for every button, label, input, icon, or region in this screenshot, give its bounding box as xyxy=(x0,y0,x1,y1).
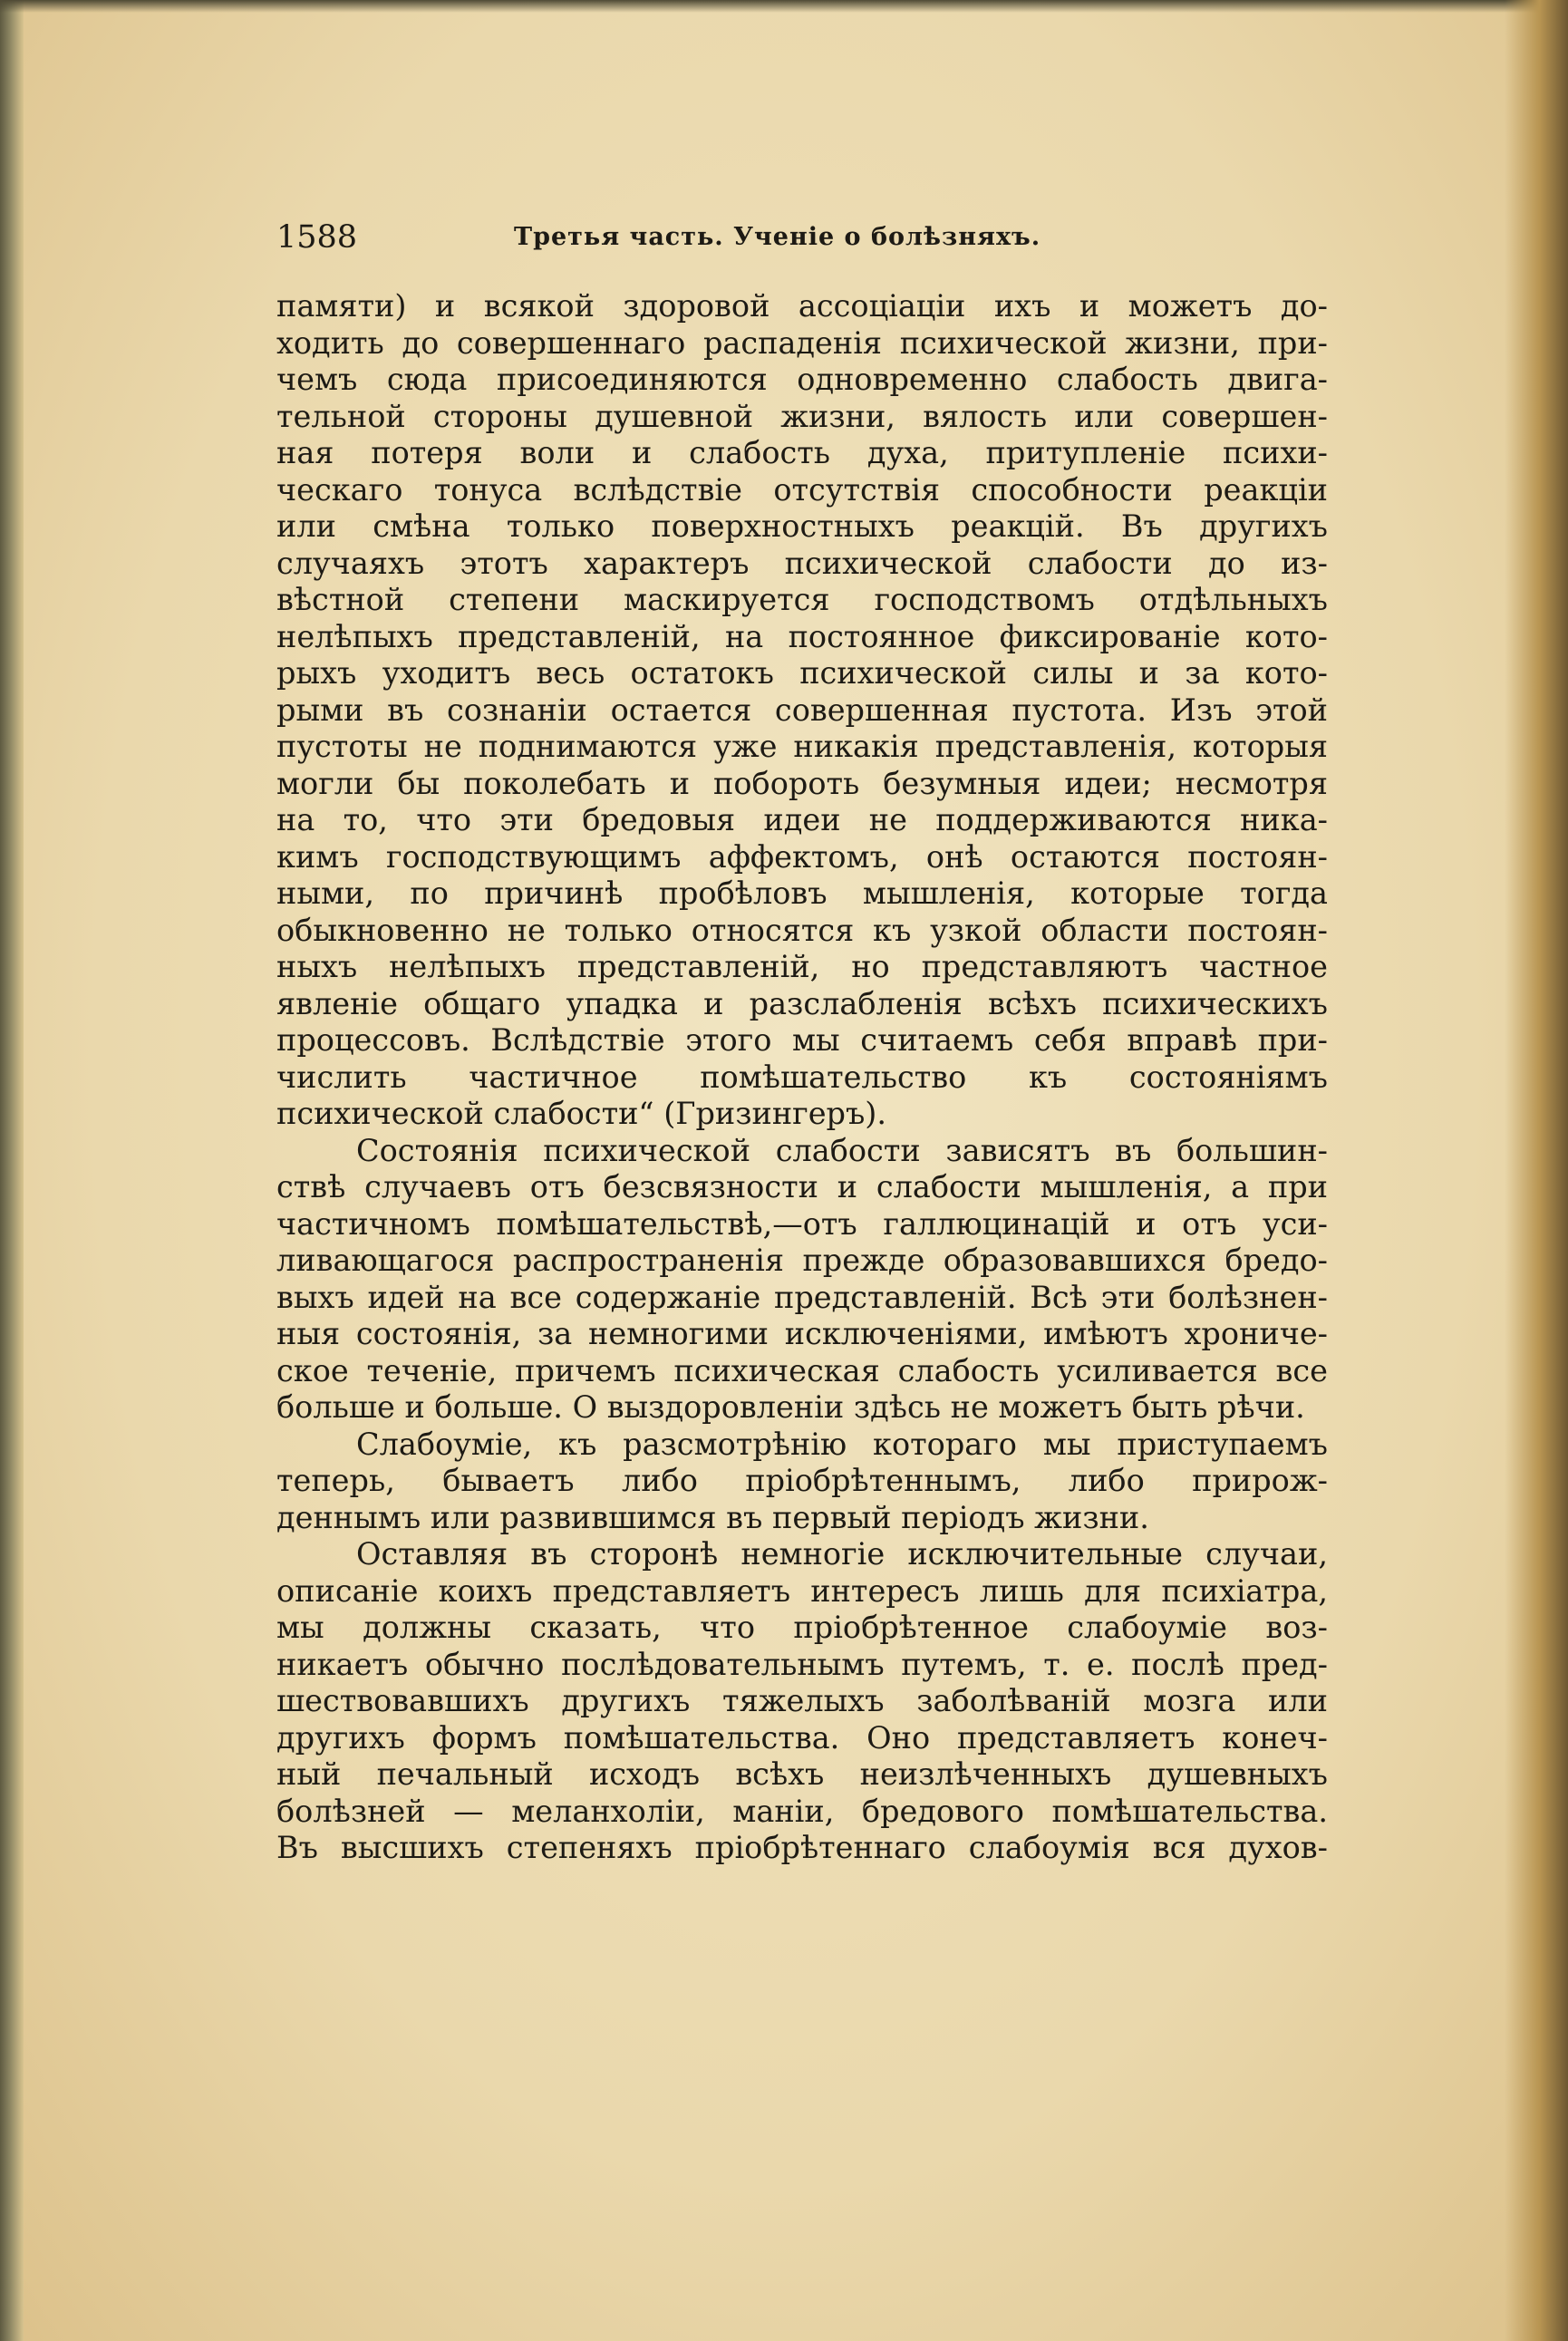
text-line: шествовавшихъ другихъ тяжелыхъ заболѣваній мозга или xyxy=(276,1683,1328,1718)
text-line: деннымъ или развившимся въ первый періодъ жизни. xyxy=(276,1499,1149,1535)
text-line: больше и больше. О выздоровленіи здѣсь не можетъ быть рѣчи. xyxy=(276,1389,1305,1425)
page-right-edge xyxy=(1505,0,1568,2341)
text-line: ныя состоянія, за немногими исключеніями, имѣютъ хрониче- xyxy=(276,1316,1328,1351)
text-line: явленіе общаго упадка и разслабленія всѣхъ психическихъ xyxy=(276,985,1328,1021)
text-line: числить частичное помѣшательство къ состояніямъ xyxy=(276,1059,1328,1095)
page-left-shadow xyxy=(0,0,24,2341)
text-line: Въ высшихъ степеняхъ пріобрѣтеннаго слабоумія вся духов- xyxy=(276,1830,1328,1865)
text-line: рыхъ уходитъ весь остатокъ психической силы и за кото- xyxy=(276,655,1328,691)
text-line: случаяхъ этотъ характеръ психической слабости до из- xyxy=(276,545,1328,581)
text-line: могли бы поколебать и побороть безумныя идеи; несмотря xyxy=(276,765,1328,801)
text-line: памяти) и всякой здоровой ассоціаціи ихъ и можетъ до- xyxy=(276,288,1328,324)
text-line: вѣстной степени маскируется господствомъ отдѣльныхъ xyxy=(276,582,1328,617)
text-line: никаетъ обычно послѣдовательнымъ путемъ, т. е. послѣ пред- xyxy=(276,1646,1328,1682)
text-line: выхъ идей на все содержаніе представленій. Всѣ эти болѣзнен- xyxy=(276,1279,1328,1315)
body-text xyxy=(276,288,1328,1867)
text-line: пустоты не поднимаются уже никакія представленія, которыя xyxy=(276,729,1328,764)
text-line: на то, что эти бредовыя идеи не поддерживаются ника- xyxy=(276,802,1328,837)
text-line: Слабоуміе, къ разсмотрѣнію котораго мы приступаемъ xyxy=(356,1426,1328,1462)
text-line: ныхъ нелѣпыхъ представленій, но представляютъ частное xyxy=(276,949,1328,984)
text-line: болѣзней — меланхоліи, маніи, бредового помѣшательства. xyxy=(276,1793,1328,1829)
text-line: психической слабости“ (Гризингеръ). xyxy=(276,1096,887,1131)
page-number: 1588 xyxy=(276,219,358,256)
text-line: ливающагося распространенія прежде образовавшихся бредо- xyxy=(276,1243,1328,1278)
page-top-shadow xyxy=(0,0,1568,13)
text-line: ная потеря воли и слабость духа, притупленіе психи- xyxy=(276,435,1328,470)
text-line: другихъ формъ помѣшательства. Оно представляетъ конеч- xyxy=(276,1719,1328,1756)
text-line: теперь, бываетъ либо пріобрѣтеннымъ, либо прирож- xyxy=(276,1463,1328,1498)
text-line: частичномъ помѣшательствѣ,—отъ галлюцинацій и отъ уси- xyxy=(276,1205,1328,1242)
text-line: ское теченіе, причемъ психическая слабость усиливается все xyxy=(276,1352,1328,1388)
text-line: рыми въ сознаніи остается совершенная пустота. Изъ этой xyxy=(276,692,1328,728)
text-line: ный печальный исходъ всѣхъ неизлѣченныхъ душевныхъ xyxy=(276,1756,1328,1792)
text-line: обыкновенно не только относятся къ узкой области постоян- xyxy=(276,912,1328,948)
text-line: ными, по причинѣ пробѣловъ мышленія, которые тогда xyxy=(276,875,1328,911)
text-line: ствѣ случаевъ отъ безсвязности и слабости мышленія, а при xyxy=(276,1169,1328,1204)
text-line: или смѣна только поверхностныхъ реакцій. Въ другихъ xyxy=(276,508,1328,544)
text-line: кимъ господствующимъ аффектомъ, онѣ остаются постоян- xyxy=(276,838,1328,875)
text-line: чемъ сюда присоединяются одновременно слабость двига- xyxy=(276,362,1328,397)
text-line: Состоянія психической слабости зависятъ въ большин- xyxy=(356,1132,1328,1168)
text-line: нелѣпыхъ представленій, на постоянное фиксированіе кото- xyxy=(276,618,1328,654)
text-line: описаніе коихъ представляетъ интересъ лишь для психіатра, xyxy=(276,1572,1328,1609)
running-title: Третья часть. Ученіе о болѣзняхъ. xyxy=(514,223,1041,251)
text-line: мы должны сказать, что пріобрѣтенное слабоуміе воз- xyxy=(276,1610,1328,1645)
running-header xyxy=(276,210,1328,265)
text-line: ческаго тонуса вслѣдствіе отсутствія способности реакціи xyxy=(276,471,1328,508)
text-line: Оставляя въ сторонѣ немногіе исключительные случаи, xyxy=(356,1536,1328,1572)
text-line: ходить до совершеннаго распаденія психической жизни, при- xyxy=(276,324,1328,361)
text-line: процессовъ. Вслѣдствіе этого мы считаемъ себя вправѣ при- xyxy=(276,1022,1328,1058)
text-line: тельной стороны душевной жизни, вялость или совершен- xyxy=(276,398,1328,434)
